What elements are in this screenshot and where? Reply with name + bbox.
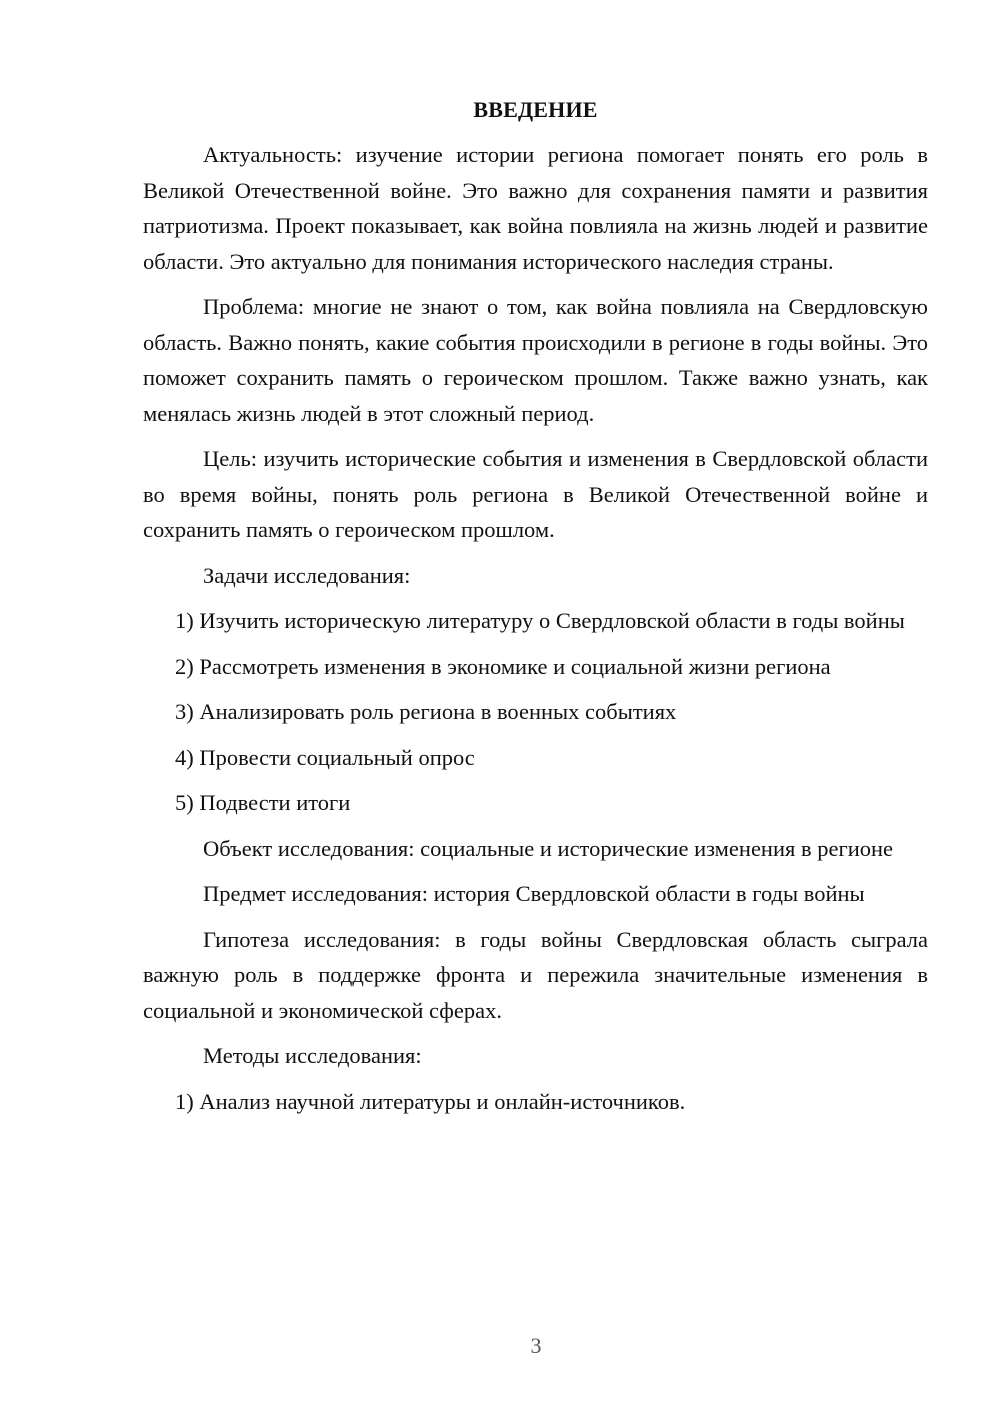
list-item: 1) Изучить историческую литературу о Свердловской области в годы войны [175,608,905,633]
relevance-paragraph: Актуальность: изучение истории региона помогает понять его роль в Великой Отечественной войне. Это важно для сохранения памяти и развития патриотизма. Проект показывает, как война повлияла на жизнь людей и развитие области. Это актуально для понимания исторического наследия страны. [143,142,928,274]
list-item: 1) Анализ научной литературы и онлайн-источников. [175,1088,686,1114]
page-number: 3 [530,1333,542,1358]
list-item: 5) Подвести итоги [175,790,351,815]
methods-list [143,1084,928,1120]
hypothesis-paragraph: Гипотеза исследования: в годы войны Свердловская область сыграла важную роль в поддержке фронта и пережила значительные изменения в социальной и экономической сферах. [143,926,928,1023]
list-item: 3) Анализировать роль региона в военных событиях [175,699,677,724]
list-item: 4) Провести социальный опрос [175,744,475,770]
goal-paragraph: Цель: изучить исторические события и изменения в Свердловской области во время войны, понять роль региона в Великой Отечественной войне и сохранить память о героическом прошлом. [143,446,928,542]
list-item: 2) Рассмотреть изменения в экономике и социальной жизни региона [175,653,831,679]
problem-paragraph: Проблема: многие не знают о том, как война повлияла на Свердловскую область. Важно понять, какие события происходили в регионе в годы войны. Это поможет сохранить память о героическом прошлом. Также важно узнать, как менялась жизнь людей в этот сложный период. [143,294,928,426]
section-heading: ВВЕДЕНИЕ [473,97,598,122]
object-paragraph: Объект исследования: социальные и исторические изменения в регионе [203,835,894,861]
document-page [143,95,928,1129]
subject-paragraph: Предмет исследования: история Свердловской области в годы войны [203,881,865,906]
methods-title: Методы исследования: [203,1043,422,1068]
tasks-list [143,603,928,821]
tasks-title: Задачи исследования: [203,562,411,588]
